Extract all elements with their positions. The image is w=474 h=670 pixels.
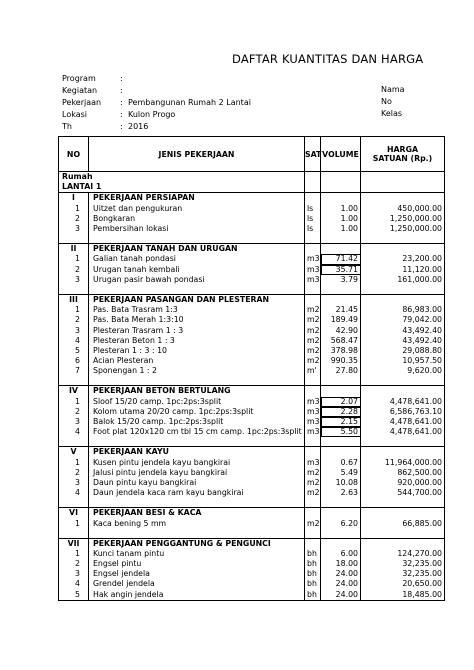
empty-cell (321, 498, 361, 508)
table-row (59, 325, 445, 335)
section-row (59, 538, 445, 549)
price-cell (361, 447, 445, 458)
table-row (59, 336, 445, 346)
item-description: Sponengan 1 : 2 (89, 366, 305, 376)
table-row (59, 518, 445, 528)
info-row-pekerjaan: Pekerjaan : Pembangunan Rumah 2 Lantai (62, 98, 251, 107)
item-number: 2 (59, 214, 89, 224)
intro-row (59, 172, 445, 183)
info-row-lokasi: Lokasi : Kulon Progo (62, 110, 176, 119)
section-number: V (59, 447, 89, 458)
item-unit: bh (305, 549, 321, 559)
price-cell (361, 538, 445, 549)
item-unit: m2 (305, 488, 321, 498)
item-number: 1 (59, 518, 89, 528)
empty-cell (305, 529, 321, 539)
item-price: 11,120.00 (361, 265, 445, 275)
table-row (59, 417, 445, 427)
table-row (59, 305, 445, 315)
empty-cell (321, 376, 361, 386)
item-number: 4 (59, 336, 89, 346)
spacer-row (59, 437, 445, 447)
section-title: PEKERJAAN TANAH DAN URUGAN (89, 244, 305, 255)
item-unit: m3 (305, 458, 321, 468)
empty-cell (361, 498, 445, 508)
label-nama: Nama (381, 85, 405, 94)
header-price: HARGA SATUAN (Rp.) (361, 137, 445, 172)
item-description: Foot plat 120x120 cm tbl 15 cm camp. 1pc:2ps:3split (89, 427, 305, 437)
section-number: VII (59, 538, 89, 549)
item-unit: ls (305, 224, 321, 234)
item-volume: 990.35 (321, 356, 361, 366)
quantity-price-table (58, 136, 445, 601)
unit-cell (305, 244, 321, 255)
item-price: 20,650.00 (361, 579, 445, 589)
spacer-row (59, 529, 445, 539)
item-price: 18,485.00 (361, 590, 445, 601)
item-volume: 568.47 (321, 336, 361, 346)
item-volume: 3.79 (321, 275, 361, 285)
item-unit: m3 (305, 265, 321, 275)
item-price: 450,000.00 (361, 204, 445, 214)
item-price: 124,270.00 (361, 549, 445, 559)
item-description: Pas. Bata Merah 1:3:10 (89, 315, 305, 325)
empty-cell (59, 234, 89, 244)
item-price: 10,957.50 (361, 356, 445, 366)
label-no: No (381, 97, 392, 106)
empty-cell (361, 529, 445, 539)
volume-cell (321, 182, 361, 193)
section-number: II (59, 244, 89, 255)
item-volume: 71.42 (321, 254, 361, 264)
item-description: Sloof 15/20 camp. 1pc:2ps:3split (89, 397, 305, 407)
item-number: 3 (59, 224, 89, 234)
intro-label: Rumah (59, 172, 305, 183)
item-volume: 24.00 (321, 590, 361, 601)
empty-cell (305, 437, 321, 447)
item-price: 11,964,000.00 (361, 458, 445, 468)
intro-label: LANTAI 1 (59, 182, 305, 193)
item-number: 2 (59, 559, 89, 569)
empty-cell (361, 376, 445, 386)
empty-cell (361, 437, 445, 447)
item-number: 2 (59, 468, 89, 478)
item-unit: m2 (305, 336, 321, 346)
table-row (59, 569, 445, 579)
item-unit: m3 (305, 254, 321, 264)
item-price: 4,478,641.00 (361, 417, 445, 427)
item-number: 3 (59, 417, 89, 427)
table-row (59, 590, 445, 601)
item-number: 4 (59, 579, 89, 589)
section-number: VI (59, 508, 89, 519)
volume-cell (321, 193, 361, 204)
item-unit: bh (305, 579, 321, 589)
empty-cell (59, 376, 89, 386)
header-no: NO (59, 137, 89, 172)
unit-cell (305, 172, 321, 183)
item-price: 4,478,641.00 (361, 427, 445, 437)
item-number: 1 (59, 397, 89, 407)
table-row (59, 204, 445, 214)
price-cell (361, 294, 445, 305)
empty-cell (59, 285, 89, 295)
item-unit: m3 (305, 417, 321, 427)
section-title: PEKERJAAN PERSIAPAN (89, 193, 305, 204)
item-number: 1 (59, 254, 89, 264)
price-cell (361, 244, 445, 255)
item-description: Kolom utama 20/20 camp. 1pc:2ps:3split (89, 407, 305, 417)
item-description: Jalusi pintu jendela kayu bangkirai (89, 468, 305, 478)
item-description: Daun pintu kayu bangkirai (89, 478, 305, 488)
section-row (59, 244, 445, 255)
item-unit: m2 (305, 478, 321, 488)
item-unit: m3 (305, 427, 321, 437)
project-info (62, 73, 251, 133)
empty-cell (59, 529, 89, 539)
document-title: DAFTAR KUANTITAS DAN HARGA (232, 52, 424, 66)
volume-cell (321, 294, 361, 305)
item-unit: bh (305, 559, 321, 569)
item-volume: 5.50 (321, 427, 361, 437)
empty-cell (89, 498, 305, 508)
info-row-tahun: Th : 2016 (62, 122, 149, 131)
item-unit: m3 (305, 397, 321, 407)
empty-cell (305, 234, 321, 244)
item-description: Daun jendela kaca ram kayu bangkirai (89, 488, 305, 498)
spacer-row (59, 285, 445, 295)
item-volume: 2.28 (321, 407, 361, 417)
header-unit: SAT (305, 137, 321, 172)
item-price: 1,250,000.00 (361, 224, 445, 234)
item-unit: m' (305, 366, 321, 376)
item-unit: m3 (305, 407, 321, 417)
item-unit: ls (305, 204, 321, 214)
item-description: Urugan pasir bawah pondasi (89, 275, 305, 285)
table-body (59, 172, 445, 601)
info-row-kegiatan: Kegiatan : (62, 86, 123, 95)
item-description: Pembersihan lokasi (89, 224, 305, 234)
table-row (59, 224, 445, 234)
item-description: Kunci tanam pintu (89, 549, 305, 559)
table-row (59, 579, 445, 589)
item-description: Kaca bening 5 mm (89, 518, 305, 528)
table-row (59, 397, 445, 407)
unit-cell (305, 182, 321, 193)
item-volume: 2.15 (321, 417, 361, 427)
empty-cell (361, 285, 445, 295)
table-row (59, 315, 445, 325)
section-title: PEKERJAAN KAYU (89, 447, 305, 458)
item-description: Plesteran Beton 1 : 3 (89, 336, 305, 346)
empty-cell (305, 498, 321, 508)
item-description: Uitzet dan pengukuran (89, 204, 305, 214)
table-row (59, 265, 445, 275)
item-number: 2 (59, 265, 89, 275)
item-number: 3 (59, 569, 89, 579)
item-number: 2 (59, 315, 89, 325)
spacer-row (59, 376, 445, 386)
item-price: 66,885.00 (361, 518, 445, 528)
item-description: Plesteran 1 : 3 : 10 (89, 346, 305, 356)
spacer-row (59, 498, 445, 508)
item-price: 32,235.00 (361, 559, 445, 569)
item-price: 9,620.00 (361, 366, 445, 376)
item-number: 1 (59, 549, 89, 559)
table-row (59, 478, 445, 488)
table-row (59, 275, 445, 285)
item-number: 4 (59, 488, 89, 498)
item-number: 4 (59, 427, 89, 437)
section-title: PEKERJAAN PENGGANTUNG & PENGUNCI (89, 538, 305, 549)
unit-cell (305, 508, 321, 519)
table-row (59, 254, 445, 264)
table-row (59, 427, 445, 437)
item-price: 862,500.00 (361, 468, 445, 478)
item-number: 3 (59, 478, 89, 488)
item-unit: bh (305, 590, 321, 601)
unit-cell (305, 294, 321, 305)
section-number: III (59, 294, 89, 305)
item-volume: 18.00 (321, 559, 361, 569)
table-row (59, 468, 445, 478)
item-price: 43,492.40 (361, 336, 445, 346)
item-unit: m2 (305, 346, 321, 356)
spacer-row (59, 234, 445, 244)
item-unit: m2 (305, 315, 321, 325)
table-row (59, 549, 445, 559)
section-row (59, 294, 445, 305)
empty-cell (59, 498, 89, 508)
section-number: IV (59, 386, 89, 397)
item-volume: 10.08 (321, 478, 361, 488)
item-price: 79,042.00 (361, 315, 445, 325)
empty-cell (321, 437, 361, 447)
item-unit: m2 (305, 518, 321, 528)
item-number: 2 (59, 407, 89, 417)
unit-cell (305, 538, 321, 549)
item-price: 43,492.40 (361, 325, 445, 335)
item-description: Galian tanah pondasi (89, 254, 305, 264)
volume-cell (321, 538, 361, 549)
item-volume: 5.49 (321, 468, 361, 478)
section-title: PEKERJAAN PASANGAN DAN PLESTERAN (89, 294, 305, 305)
price-cell (361, 193, 445, 204)
item-volume: 1.00 (321, 224, 361, 234)
unit-cell (305, 447, 321, 458)
header-volume: VOLUME (321, 137, 361, 172)
item-unit: bh (305, 569, 321, 579)
item-volume: 0.67 (321, 458, 361, 468)
table-row (59, 407, 445, 417)
item-number: 5 (59, 346, 89, 356)
item-number: 1 (59, 305, 89, 315)
item-price: 1,250,000.00 (361, 214, 445, 224)
section-row (59, 193, 445, 204)
item-description: Engsel jendela (89, 569, 305, 579)
item-volume: 378.98 (321, 346, 361, 356)
table-header-row (59, 137, 445, 172)
empty-cell (59, 437, 89, 447)
item-unit: m2 (305, 468, 321, 478)
item-volume: 42.90 (321, 325, 361, 335)
empty-cell (305, 376, 321, 386)
empty-cell (89, 285, 305, 295)
item-description: Hak angin jendela (89, 590, 305, 601)
volume-cell (321, 244, 361, 255)
item-price: 86,983.00 (361, 305, 445, 315)
item-unit: ls (305, 214, 321, 224)
intro-row (59, 182, 445, 193)
item-number: 1 (59, 204, 89, 214)
table-row (59, 488, 445, 498)
section-row (59, 386, 445, 397)
item-description: Engsel pintu (89, 559, 305, 569)
price-cell (361, 508, 445, 519)
table-row (59, 214, 445, 224)
empty-cell (321, 529, 361, 539)
volume-cell (321, 447, 361, 458)
item-price: 161,000.00 (361, 275, 445, 285)
table-row (59, 356, 445, 366)
item-volume: 189.49 (321, 315, 361, 325)
table-row (59, 458, 445, 468)
item-volume: 21.45 (321, 305, 361, 315)
section-row (59, 508, 445, 519)
section-row (59, 447, 445, 458)
item-unit: m2 (305, 356, 321, 366)
item-description: Bongkaran (89, 214, 305, 224)
price-cell (361, 386, 445, 397)
volume-cell (321, 172, 361, 183)
empty-cell (305, 285, 321, 295)
item-price: 29,088.80 (361, 346, 445, 356)
item-price: 4,478,641.00 (361, 397, 445, 407)
unit-cell (305, 386, 321, 397)
table-row (59, 346, 445, 356)
item-price: 920,000.00 (361, 478, 445, 488)
volume-cell (321, 386, 361, 397)
item-volume: 24.00 (321, 569, 361, 579)
empty-cell (321, 234, 361, 244)
item-price: 32,235.00 (361, 569, 445, 579)
unit-cell (305, 193, 321, 204)
item-volume: 1.00 (321, 214, 361, 224)
item-unit: m2 (305, 305, 321, 315)
item-description: Grendel jendela (89, 579, 305, 589)
item-number: 1 (59, 458, 89, 468)
item-description: Urugan tanah kembali (89, 265, 305, 275)
item-volume: 24.00 (321, 579, 361, 589)
empty-cell (361, 234, 445, 244)
item-price: 6,586,763.10 (361, 407, 445, 417)
item-volume: 2.07 (321, 397, 361, 407)
table-row (59, 366, 445, 376)
item-number: 5 (59, 590, 89, 601)
item-volume: 35.71 (321, 265, 361, 275)
item-number: 3 (59, 275, 89, 285)
item-volume: 6.00 (321, 549, 361, 559)
item-volume: 6.20 (321, 518, 361, 528)
item-volume: 27.80 (321, 366, 361, 376)
header-job: JENIS PEKERJAAN (89, 137, 305, 172)
empty-cell (89, 529, 305, 539)
item-price: 544,700.00 (361, 488, 445, 498)
item-description: Pas. Bata Trasram 1:3 (89, 305, 305, 315)
item-description: Plesteran Trasram 1 : 3 (89, 325, 305, 335)
item-number: 6 (59, 356, 89, 366)
label-kelas: Kelas (381, 109, 403, 118)
item-number: 7 (59, 366, 89, 376)
empty-cell (89, 376, 305, 386)
info-row-program: Program : (62, 74, 123, 83)
section-title: PEKERJAAN BESI & KACA (89, 508, 305, 519)
item-number: 3 (59, 325, 89, 335)
item-unit: m3 (305, 275, 321, 285)
item-description: Balok 15/20 camp. 1pc:2ps:3split (89, 417, 305, 427)
item-description: Kusen pintu jendela kayu bangkirai (89, 458, 305, 468)
empty-cell (89, 234, 305, 244)
section-number: I (59, 193, 89, 204)
item-description: Acian Plesteran (89, 356, 305, 366)
item-volume: 1.00 (321, 204, 361, 214)
price-cell (361, 182, 445, 193)
volume-cell (321, 508, 361, 519)
item-volume: 2.63 (321, 488, 361, 498)
section-title: PEKERJAAN BETON BERTULANG (89, 386, 305, 397)
empty-cell (321, 285, 361, 295)
right-labels (381, 84, 405, 120)
item-unit: m2 (305, 325, 321, 335)
price-cell (361, 172, 445, 183)
table-row (59, 559, 445, 569)
item-price: 23,200.00 (361, 254, 445, 264)
empty-cell (89, 437, 305, 447)
